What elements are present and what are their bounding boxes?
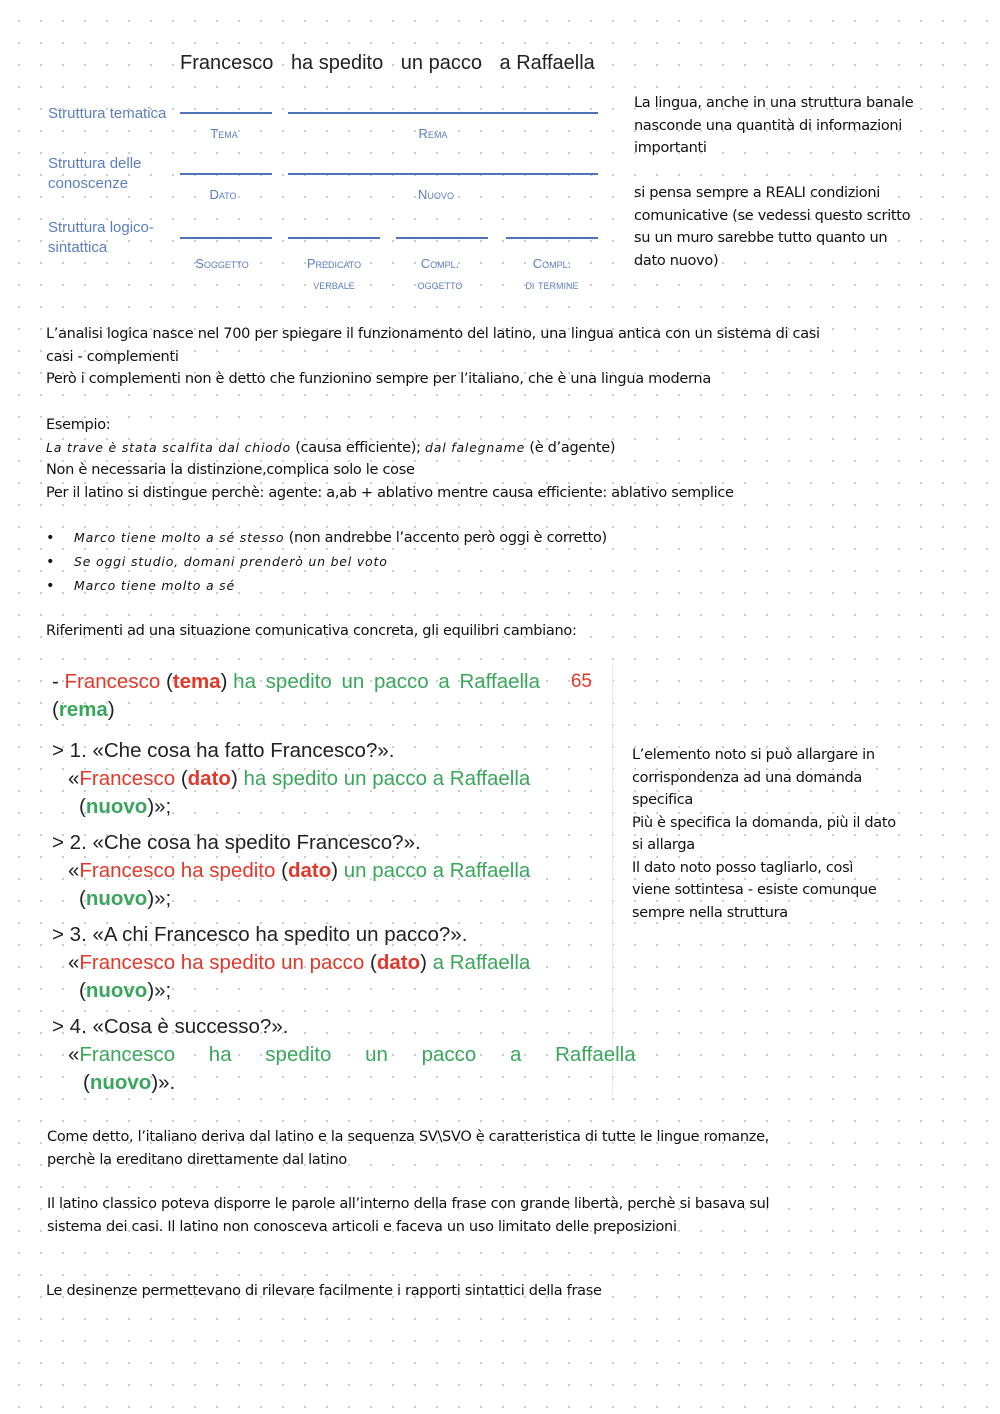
spacer (634, 160, 994, 183)
rule-tema (180, 112, 272, 114)
side-note-2-line: Il dato noto posso tagliarlo, così (632, 859, 854, 876)
paragraph-analisi-logica (46, 323, 986, 391)
paragraph-line: casi - complementi (46, 348, 179, 365)
esempio-line-1 (46, 437, 986, 460)
answer-4-nuovo: nuovo (89, 1071, 152, 1094)
answer-3-green: a Raffaella (432, 951, 531, 974)
answer-4: «Francesco ha spedito un pacco a Raffaella (68, 1043, 636, 1066)
paragraph-latino-classico (47, 1193, 987, 1238)
esempio-agent-note: (è d’agente) (529, 439, 616, 456)
cell-nuovo: Nuovo (418, 187, 454, 202)
answer-3-red: Francesco ha spedito un pacco (79, 951, 365, 974)
word-a-raffaella: a Raffaella (499, 52, 595, 74)
word-francesco: Francesco (180, 52, 274, 74)
answer-2-nuovo: nuovo (85, 887, 148, 910)
side-note-2-line: viene sottintesa - esiste comunque (632, 882, 877, 898)
answer-1-nuovo: nuovo (85, 795, 148, 818)
esempio-line-2: Non è necessaria la distinzione,complica solo le cose (46, 462, 415, 478)
list-item-text: Se oggi studio, domani prenderò un bel voto (74, 554, 388, 569)
answer-3-end: (nuovo)»; (79, 979, 172, 1002)
side-note-2 (632, 744, 992, 924)
answer-3-nuovo: nuovo (85, 979, 148, 1002)
rule-soggetto (180, 237, 272, 239)
dash: - (52, 670, 65, 693)
label-struttura-logico: Struttura logico-sintattica (48, 219, 154, 256)
rule-predicato (288, 237, 380, 239)
paragraph-line: sistema dei casi. Il latino non conosceva articoli e faceva un uso limitato delle preposizioni (47, 1218, 677, 1235)
answer-1-green: ha spedito un pacco a Raffaella (243, 767, 531, 790)
answer-4-end: (nuovo)». (83, 1071, 176, 1094)
answer-3-dato: dato (376, 951, 421, 974)
cell-termine-l2: di termine (525, 277, 579, 292)
side-note-2-line: si allarga (632, 837, 695, 853)
answer-1: «Francesco (dato) ha spedito un pacco a Raffaella (68, 767, 531, 790)
side-note-1-line: dato nuovo) (634, 252, 719, 269)
paragraph-line: L’analisi logica nasce nel 700 per spiegare il funzionamento del latino, una lingua antica con un sistema di casi (46, 326, 820, 342)
side-note-1-line: comunicative (se vedessi questo scritto (634, 207, 911, 224)
word-un-pacco: un pacco (400, 52, 482, 74)
label-struttura-conoscenze: Struttura delle conoscenze (48, 155, 142, 192)
answer-2-dato: dato (287, 859, 332, 882)
examples-block (52, 668, 636, 1097)
answer-1-dato: dato (187, 767, 231, 790)
side-note-2-line: specifica (632, 792, 693, 808)
example-0-main: - Francesco (tema) ha spedito un pacco a Raffaella (52, 670, 541, 693)
side-note-1 (634, 92, 994, 272)
rule-oggetto (396, 237, 488, 239)
list-item-text: Marco tiene molto a sé stesso (74, 530, 285, 545)
top-sentence (180, 52, 595, 75)
list-item (46, 574, 946, 598)
esempio-agent: dal falegname (425, 439, 526, 455)
cell-predicato (288, 253, 380, 295)
side-note-2-line: Più è specifica la domanda, più il dato (632, 814, 896, 831)
paragraph-sequenza (47, 1126, 987, 1171)
rule-rema (288, 112, 598, 114)
esempio-line-3: Per il latino si distingue perchè: agente: a,ab + ablativo mentre causa efficiente: ablativo semplice (46, 484, 734, 501)
question-1: > 1. «Che cosa ha fatto Francesco?». (52, 739, 395, 762)
list-item (46, 550, 946, 574)
page-number: 65 (570, 671, 592, 692)
answer-4-green: Francesco ha spedito un pacco a Raffaella (79, 1043, 636, 1066)
paragraph-line: perchè la ereditano direttamente dal latino (47, 1151, 347, 1168)
answer-1-end: (nuovo)»; (79, 795, 172, 818)
answer-2-red: Francesco ha spedito (79, 859, 276, 882)
label-struttura-tematica: Struttura tematica (48, 105, 167, 122)
cell-predicato-l1: Predicato (306, 256, 362, 271)
answer-2-green: un pacco a Raffaella (343, 859, 531, 882)
cell-oggetto-l2: oggetto (417, 277, 463, 292)
cell-termine (504, 253, 600, 295)
cell-dato: Dato (209, 187, 237, 202)
question-4: > 4. «Cosa è successo?». (52, 1015, 289, 1038)
cell-termine-l1: Compl. (532, 256, 572, 271)
side-note-1-line: si pensa sempre a REALI condizioni (634, 185, 880, 201)
tema-label: tema (172, 670, 221, 693)
side-note-2-line: L’elemento noto si può allargare in (632, 747, 875, 763)
rule-dato (180, 173, 272, 175)
paragraph-line: Il latino classico poteva disporre le parole all’interno della frase con grande libertà, perchè si basava sul (47, 1196, 770, 1212)
esempio-heading: Esempio: (46, 417, 111, 433)
answer-3: «Francesco ha spedito un pacco (dato) a Raffaella (68, 951, 531, 974)
side-note-2-line: sempre nella struttura (632, 904, 788, 921)
cell-rema: Rema (418, 126, 448, 141)
side-note-1-line: importanti (634, 140, 707, 156)
riferimenti-line: Riferimenti ad una situazione comunicativa concreta, gli equilibri cambiano: (46, 623, 577, 639)
side-note-1-line: nasconde una quantità di informazioni (634, 117, 903, 134)
cell-oggetto-l1: Compl. (420, 256, 460, 271)
esempio-note: (causa efficiente); (295, 439, 421, 456)
rule-nuovo (288, 173, 598, 175)
cell-oggetto (394, 253, 486, 295)
examples-divider (612, 664, 613, 1094)
paragraph-line: Come detto, l’italiano deriva dal latino e la sequenza SV\SVO è caratteristica di tutte le lingue romanze, (47, 1129, 769, 1145)
rest-green: ha spedito un pacco a Raffaella (233, 670, 541, 693)
side-note-2-line: corrispondenza ad una domanda (632, 769, 863, 786)
answer-2: «Francesco ha spedito (dato) un pacco a Raffaella (68, 859, 531, 882)
list-item (46, 526, 946, 550)
paragraph-line: Però i complementi non è detto che funzionino sempre per l’italiano, che è una lingua moderna (46, 371, 711, 387)
question-3: > 3. «A chi Francesco ha spedito un pacco?». (52, 923, 468, 946)
side-note-1-line: La lingua, anche in una struttura banale (634, 95, 914, 111)
side-note-1-line: su un muro sarebbe tutto quanto un (634, 230, 888, 246)
example-0 (52, 668, 600, 696)
word-ha-spedito: ha spedito (290, 52, 384, 74)
list-item-text: Marco tiene molto a sé (74, 578, 235, 593)
rule-termine (506, 237, 598, 239)
list-item-note: (non andrebbe l’accento però oggi è corretto) (288, 530, 607, 546)
cell-predicato-l2: verbale (313, 277, 355, 292)
rema-label: rema (58, 698, 108, 721)
cell-soggetto: Soggetto (195, 256, 249, 271)
paragraph-desinenze: Le desinenze permettevano di rilevare facilmente i rapporti sintattici della frase (46, 1283, 602, 1299)
answer-1-red: Francesco (79, 767, 176, 790)
esempio-block (46, 414, 986, 504)
example-0-line2: (rema) (52, 698, 115, 721)
example-list (46, 526, 946, 598)
question-2: > 2. «Che cosa ha spedito Francesco?». (52, 831, 421, 854)
esempio-sentence: La trave è stata scalfita dal chiodo (46, 439, 291, 455)
francesco-red: Francesco (64, 670, 161, 693)
answer-2-end: (nuovo)»; (79, 887, 172, 910)
cell-tema: Tema (210, 126, 238, 141)
